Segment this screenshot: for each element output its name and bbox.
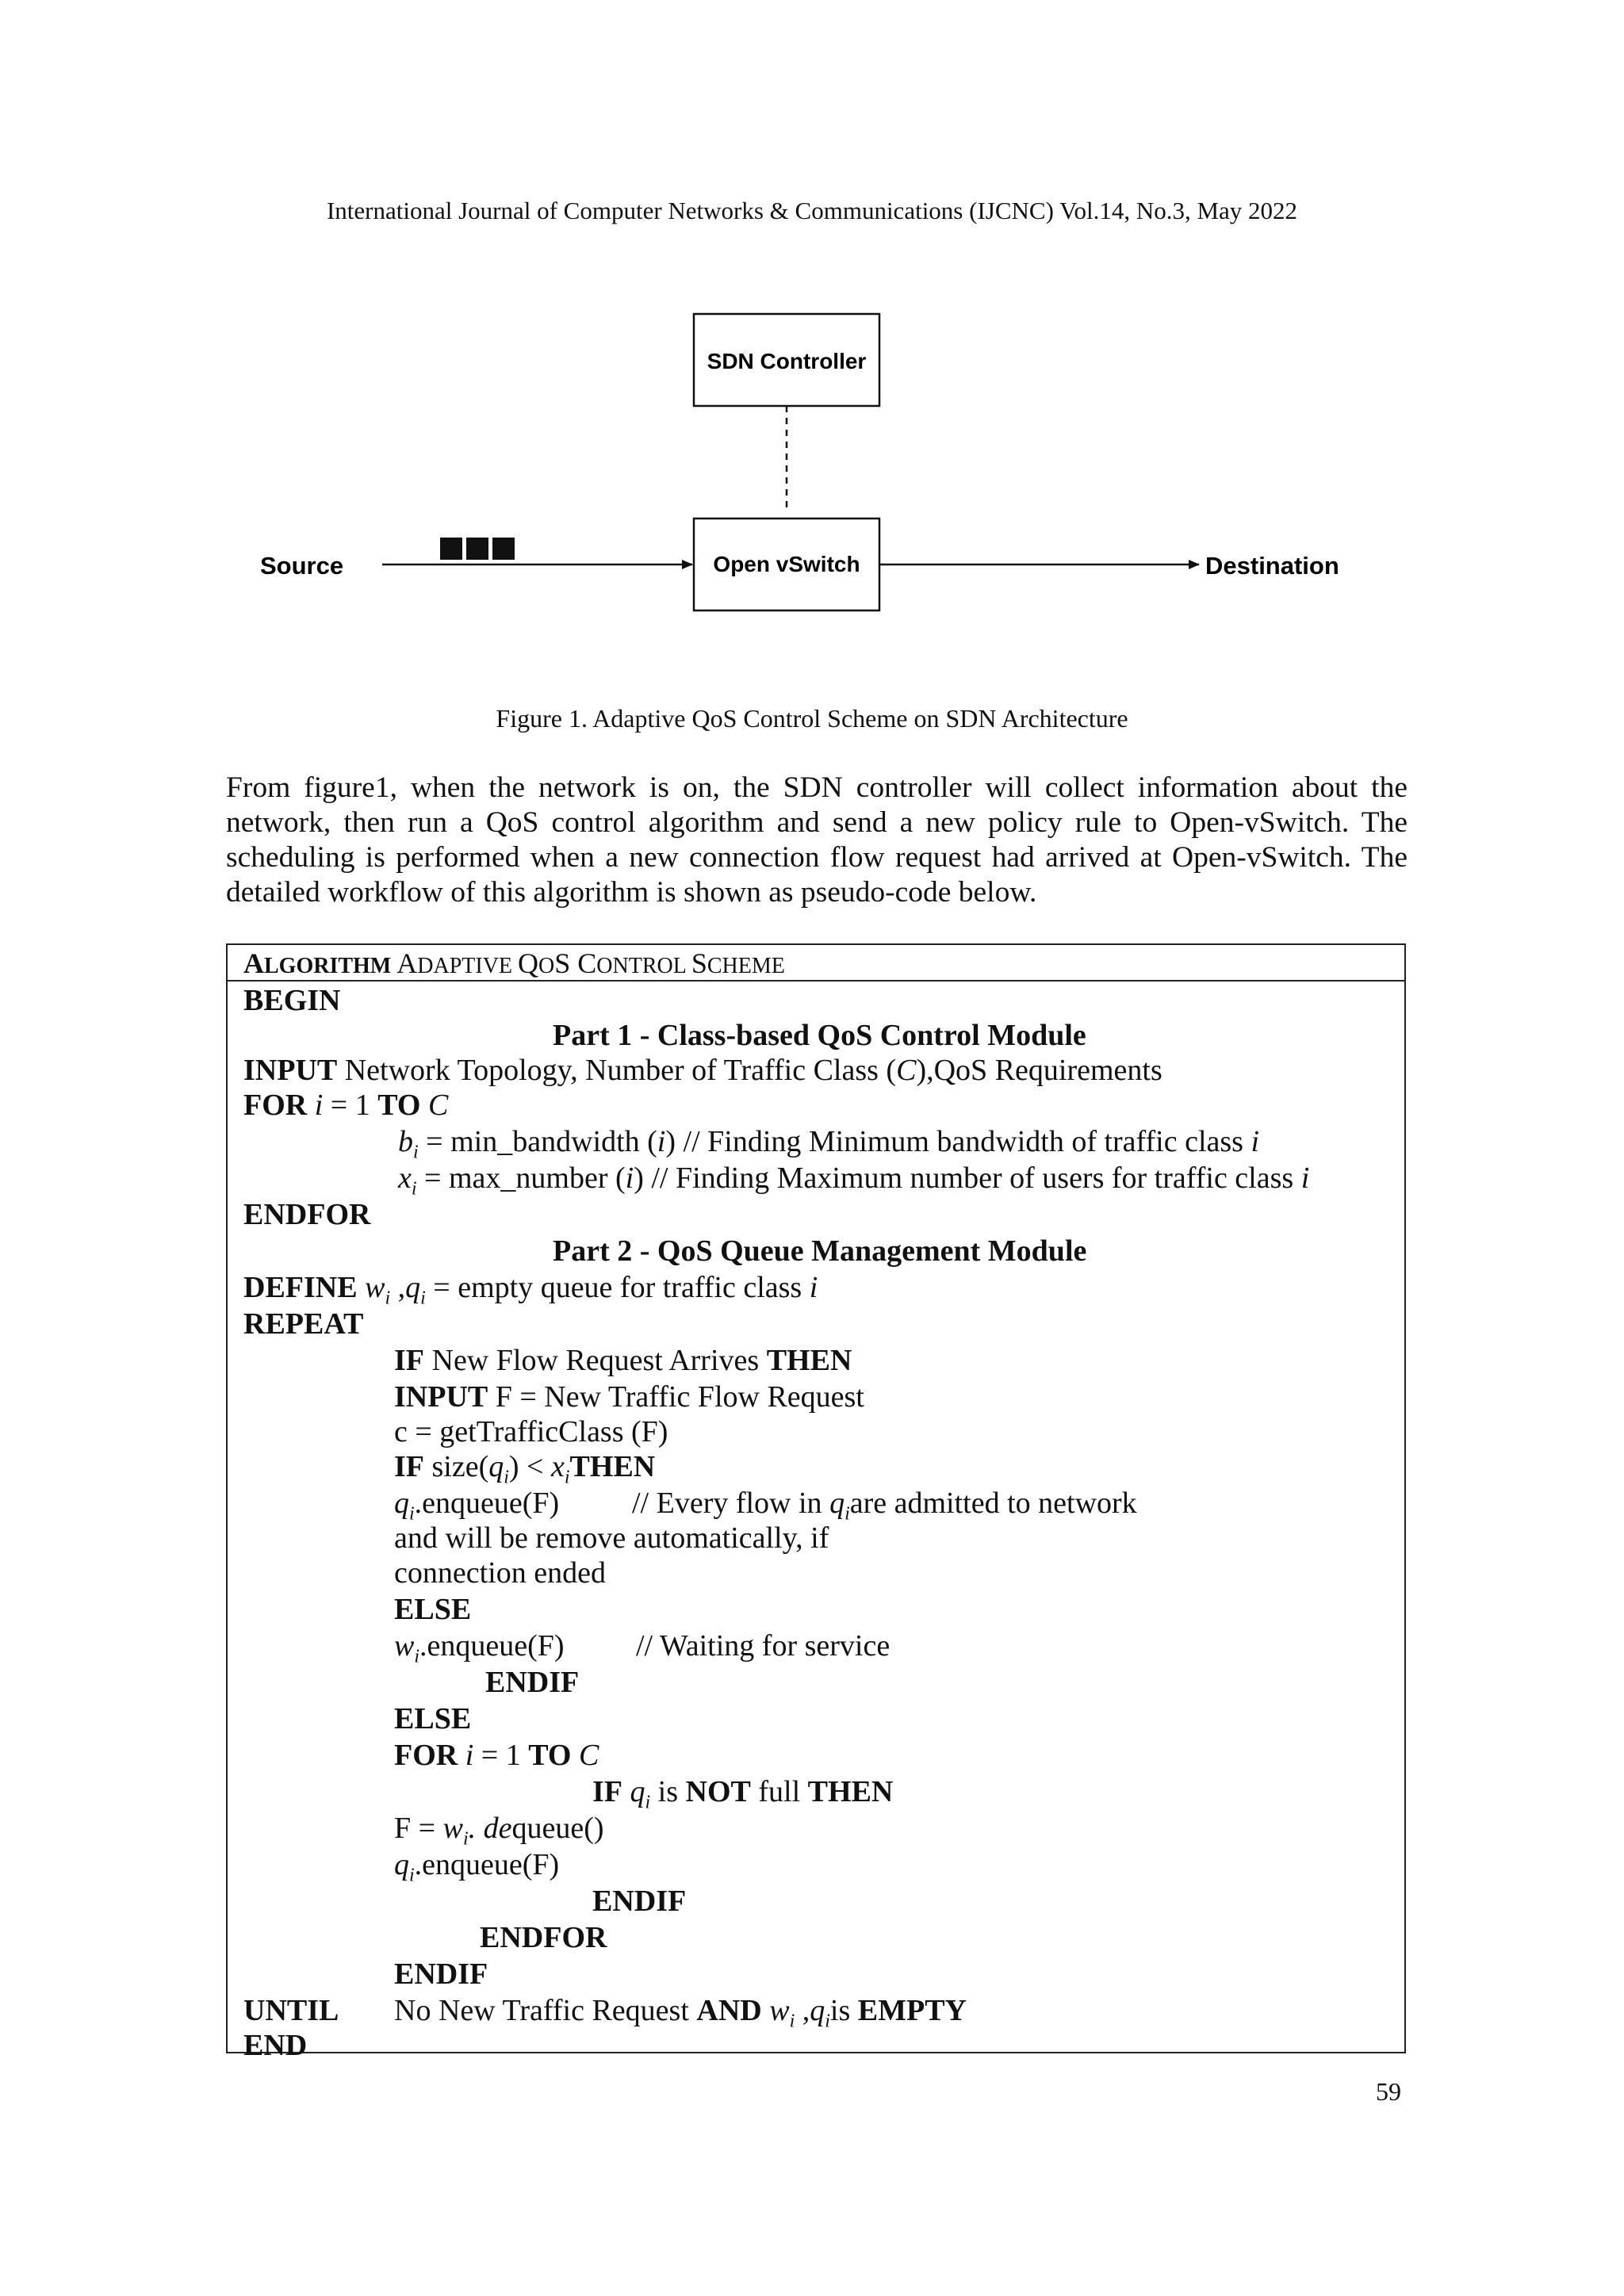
line-for-2 [394, 1738, 599, 1773]
sub-i: i [409, 1503, 415, 1525]
page-number: 59 [1376, 2077, 1401, 2106]
kw-for: FOR [243, 1089, 308, 1122]
line-end: END [243, 2029, 308, 2062]
kw-if: IF [394, 1450, 424, 1483]
var-i: i [314, 1089, 324, 1122]
kw-to: TO [528, 1739, 572, 1772]
sub-i: i [645, 1792, 651, 1813]
sub-i: i [385, 1288, 391, 1309]
var-i: i [625, 1161, 634, 1195]
var-w: w [394, 1629, 415, 1663]
text: ) < [508, 1450, 551, 1483]
line-input-flow [394, 1380, 864, 1414]
line-get-class: c = getTrafficClass (F) [394, 1415, 668, 1448]
algorithm-name-part: ONTROL [596, 954, 691, 978]
var-q: q [810, 1994, 825, 2027]
var-b: b [398, 1125, 413, 1158]
line-else-2: ELSE [394, 1702, 472, 1735]
sub-i: i [462, 1828, 469, 1850]
text: No New Traffic Request [394, 1994, 697, 2027]
open-vswitch-label: Open vSwitch [713, 552, 860, 576]
text: .enqueue(F) [414, 1848, 560, 1881]
sub-i: i [414, 1646, 420, 1667]
kw-then: THEN [569, 1450, 656, 1483]
figure-caption: Figure 1. Adaptive QoS Control Scheme on SDN Architecture [496, 704, 1128, 733]
algorithm-name-part: O [538, 954, 555, 978]
kw-empty: EMPTY [857, 1994, 967, 2027]
line-for-1 [243, 1088, 448, 1123]
line-else-1: ELSE [394, 1593, 472, 1626]
sub-i: i [411, 1178, 417, 1200]
algorithm-name-part: CHEME [707, 954, 785, 978]
sub-i: i [825, 2011, 830, 2032]
text: ) // Finding Maximum number of users for traffic class [634, 1161, 1301, 1195]
line-endif-1: ENDIF [485, 1666, 580, 1699]
algorithm-keyword-rest: LGORITHM [264, 954, 392, 978]
line-begin: BEGIN [243, 984, 341, 1017]
var-i: i [657, 1125, 666, 1158]
text: are admitted to network [849, 1487, 1137, 1520]
sub-i: i [845, 1503, 850, 1525]
text: . de [468, 1812, 512, 1845]
var-i: i [1300, 1161, 1310, 1195]
line-part2-heading: Part 2 - QoS Queue Management Module [553, 1234, 1087, 1268]
var-q: q [829, 1487, 845, 1520]
sub-i: i [420, 1288, 426, 1309]
packet-3 [492, 538, 515, 560]
figure-sdn-architecture [238, 293, 1388, 666]
line-endif-3: ENDIF [394, 1957, 488, 1991]
line-repeat: REPEAT [243, 1307, 364, 1341]
text: is [650, 1775, 686, 1808]
line-endfor: ENDFOR [243, 1198, 371, 1231]
kw-not: NOT [685, 1775, 751, 1808]
var-i: i [1251, 1125, 1260, 1158]
text: .enqueue(F) [419, 1629, 565, 1663]
text: ),QoS Requirements [916, 1054, 1162, 1087]
text: = min_bandwidth ( [418, 1125, 657, 1158]
var-w: w [442, 1812, 463, 1845]
algorithm-name-part: C [577, 947, 597, 979]
text: = max_number ( [416, 1161, 626, 1195]
sub-i: i [564, 1467, 570, 1488]
kw-if: IF [394, 1344, 424, 1377]
var-c: C [578, 1739, 599, 1772]
sub-i: i [409, 1865, 415, 1886]
algorithm-name-part: S [691, 947, 707, 979]
var-q: q [405, 1271, 421, 1304]
var-i: i [465, 1739, 474, 1772]
kw-then: THEN [807, 1775, 894, 1808]
text: F = New Traffic Flow Request [488, 1380, 864, 1414]
source-label: Source [260, 552, 344, 580]
text: queue() [511, 1812, 604, 1845]
var-w: w [365, 1271, 385, 1304]
text: = 1 [323, 1089, 378, 1122]
text: , [795, 1994, 810, 2027]
kw-define: DEFINE [243, 1271, 358, 1304]
line-if-not-full [592, 1774, 893, 1820]
var-c: C [896, 1054, 917, 1087]
sub-i: i [413, 1142, 419, 1163]
algorithm-box [226, 943, 1406, 2062]
var-c: C [427, 1089, 449, 1122]
text: , [390, 1271, 406, 1304]
algorithm-name-part: A [396, 947, 418, 979]
line-input [243, 1053, 1162, 1088]
sub-i: i [789, 2011, 795, 2032]
var-x: x [398, 1161, 412, 1195]
kw-and: AND [696, 1994, 762, 2027]
line-endif-2: ENDIF [592, 1885, 687, 1918]
text: full [750, 1775, 808, 1808]
var-w: w [769, 1994, 790, 2027]
text: F = [394, 1812, 443, 1845]
kw-then: THEN [766, 1344, 852, 1377]
kw-for: FOR [394, 1739, 458, 1772]
packet-2 [466, 538, 488, 560]
destination-label: Destination [1205, 552, 1339, 580]
kw-if: IF [592, 1775, 622, 1808]
algorithm-name-part: DAPTIVE [417, 954, 519, 978]
text: .enqueue(F) [414, 1487, 560, 1520]
line-max-number [398, 1161, 1309, 1207]
figure-diagram [238, 293, 1388, 666]
algorithm-name-part: S [554, 947, 578, 979]
sub-i: i [504, 1467, 509, 1488]
var-x: x [551, 1450, 565, 1483]
text: New Flow Request Arrives [424, 1344, 767, 1377]
line-endfor-2: ENDFOR [480, 1921, 607, 1954]
text: Network Topology, Number of Traffic Class ( [337, 1054, 897, 1087]
kw-input: INPUT [243, 1054, 338, 1087]
text: = empty queue for traffic class [425, 1271, 810, 1304]
body-paragraph: From figure1, when the network is on, the SDN controller will collect information about the network, then run a QoS control algorithm and send a new policy rule to Open-vSwitch. The scheduling is performed when a new connection flow request had arrived at Open-vSwitch. The detailed workflow of this algorithm is shown as pseudo-code below. [226, 771, 1408, 909]
sdn-controller-label: SDN Controller [707, 349, 867, 373]
text: = 1 [473, 1739, 529, 1772]
var-q: q [630, 1775, 645, 1808]
line-waiting-comment: // Waiting for service [636, 1629, 891, 1663]
kw-to: TO [377, 1089, 421, 1122]
algorithm-keyword-initial: A [243, 947, 264, 979]
algorithm-title [228, 945, 1404, 982]
line-if-new-flow [394, 1343, 852, 1378]
algorithm-name-part: Q [518, 947, 539, 979]
line-q-enqueue-2 [394, 1847, 559, 1893]
line-will-remove: and will be remove automatically, if [394, 1521, 829, 1555]
text: // Every flow in [632, 1487, 830, 1520]
var-q: q [394, 1487, 409, 1520]
var-i: i [809, 1271, 818, 1304]
line-connection-ended: connection ended [394, 1556, 606, 1590]
text: is [829, 1994, 858, 2027]
running-header: International Journal of Computer Networks & Communications (IJCNC) Vol.14, No.3, May 2022 [326, 197, 1298, 224]
line-until-keyword: UNTIL [243, 1994, 339, 2027]
text: size( [424, 1450, 489, 1483]
line-part1-heading: Part 1 - Class-based QoS Control Module [553, 1019, 1086, 1052]
line-until-condition [394, 1993, 967, 2039]
packet-1 [440, 538, 462, 560]
var-q: q [394, 1848, 409, 1881]
kw-input: INPUT [394, 1380, 488, 1414]
var-q: q [488, 1450, 504, 1483]
text: ) // Finding Minimum bandwidth of traffic class [665, 1125, 1251, 1158]
